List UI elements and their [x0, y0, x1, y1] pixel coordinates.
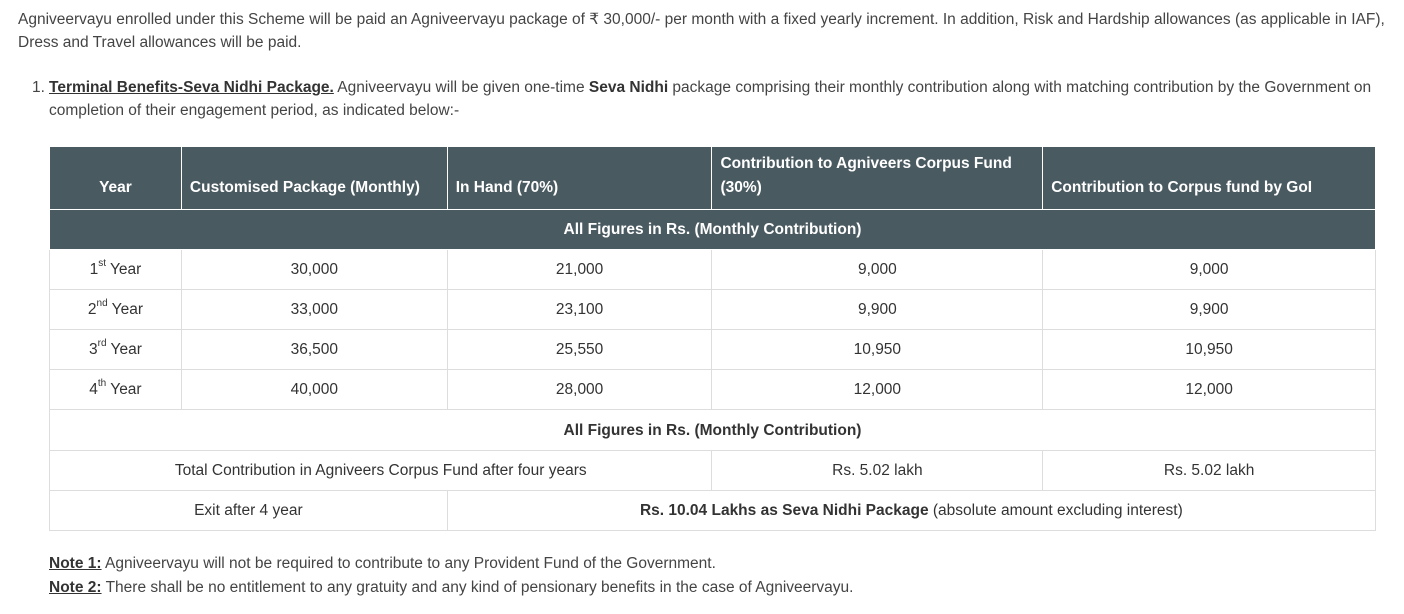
exit-bold: Rs. 10.04 Lakhs as Seva Nidhi Package: [639, 502, 929, 519]
in-hand-cell: 21,000: [447, 250, 712, 290]
table-row: [50, 290, 1376, 330]
year-cell: 3rd Year: [50, 330, 182, 370]
item-text-a: Agniveervayu will be given one-time: [333, 79, 589, 96]
note-1-label: Note 1:: [49, 555, 102, 572]
terminal-benefits-heading: Terminal Benefits-Seva Nidhi Package.: [49, 79, 334, 96]
in-hand-cell: 23,100: [447, 290, 712, 330]
exit-label: Exit after 4 year: [50, 491, 448, 531]
package-cell: 40,000: [181, 370, 447, 410]
band-label-2: All Figures in Rs. (Monthly Contribution): [50, 410, 1376, 451]
goi-cell: 9,900: [1043, 290, 1376, 330]
note-1-text: Agniveervayu will not be required to contribute to any Provident Fund of the Government.: [101, 555, 716, 572]
year-cell: 1st Year: [50, 250, 182, 290]
package-cell: 36,500: [181, 330, 447, 370]
package-cell: 33,000: [181, 290, 447, 330]
note-1: [49, 552, 1379, 576]
agniveer-cell: 9,000: [712, 250, 1043, 290]
table-band-row: [50, 210, 1376, 250]
header-goi-contribution: Contribution to Corpus fund by GoI: [1043, 147, 1376, 210]
package-cell: 30,000: [181, 250, 447, 290]
total-label: Total Contribution in Agniveers Corpus Fund after four years: [50, 451, 712, 491]
note-2-text: There shall be no entitlement to any gratuity and any kind of pensionary benefits in the case of Agniveervayu.: [101, 579, 854, 596]
agniveer-cell: 12,000: [712, 370, 1043, 410]
in-hand-cell: 28,000: [447, 370, 712, 410]
intro-paragraph: Agniveervayu enrolled under this Scheme will be paid an Agniveervayu package of ₹ 30,000/- per month with a fixed yearly increment. In addition, Risk and Hardship allowances (as applicable in IAF), Dress and Travel allowances will be paid.: [18, 11, 1385, 51]
year-cell: 4th Year: [50, 370, 182, 410]
note-2: [49, 576, 1379, 600]
table-row: [50, 370, 1376, 410]
agniveer-cell: 9,900: [712, 290, 1043, 330]
table-exit-row: [50, 491, 1376, 531]
seva-nidhi-bold: Seva Nidhi: [588, 79, 669, 96]
table-header-row: [50, 147, 1376, 210]
terminal-benefits-item: [18, 76, 1378, 122]
list-number: 1.: [32, 79, 45, 96]
total-goi-cell: Rs. 5.02 lakh: [1043, 451, 1376, 491]
exit-value: [447, 491, 1375, 531]
band-label: All Figures in Rs. (Monthly Contribution): [50, 210, 1376, 250]
in-hand-cell: 25,550: [447, 330, 712, 370]
header-year: Year: [50, 147, 182, 210]
year-cell: 2nd Year: [50, 290, 182, 330]
goi-cell: 10,950: [1043, 330, 1376, 370]
header-agniveer-contribution: Contribution to Agniveers Corpus Fund (30%): [712, 147, 1043, 210]
goi-cell: 9,000: [1043, 250, 1376, 290]
header-customised-package: Customised Package (Monthly): [181, 147, 447, 210]
exit-rest: (absolute amount excluding interest): [928, 502, 1183, 519]
total-agniveer-cell: Rs. 5.02 lakh: [712, 451, 1043, 491]
table-row: [50, 330, 1376, 370]
header-in-hand: In Hand (70%): [447, 147, 712, 210]
table-row: [50, 250, 1376, 290]
notes-section: [49, 552, 1379, 600]
item-text-b: package comprising their monthly contribution along with matching contribution by the Government on completion of their engagement period, as indicated below:-: [49, 79, 1372, 119]
table-band-row-light: [50, 410, 1376, 451]
seva-nidhi-table: [49, 146, 1376, 531]
goi-cell: 12,000: [1043, 370, 1376, 410]
note-2-label: Note 2:: [49, 579, 102, 596]
agniveer-cell: 10,950: [712, 330, 1043, 370]
terminal-benefits-text: [49, 76, 1378, 122]
table-total-row: [50, 451, 1376, 491]
